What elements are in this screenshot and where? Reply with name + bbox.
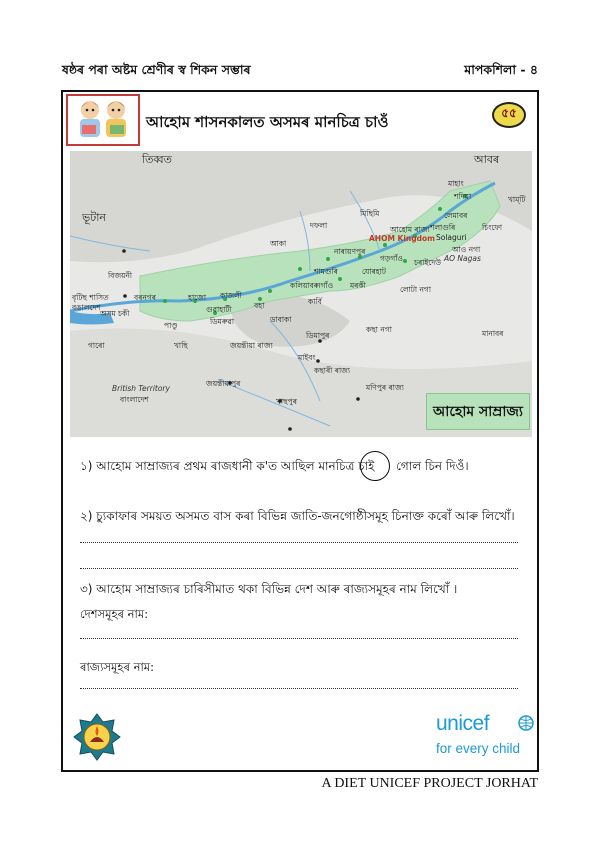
map-label-kachanaga: কছা নগা xyxy=(366,325,392,334)
map-label-mukali: মৰকী xyxy=(350,281,366,290)
map-label-manabor: মানাবৰ xyxy=(482,329,504,338)
map-label-karbi: কাৰ্বি xyxy=(308,297,322,306)
map-label-hajo: হাজো xyxy=(188,293,207,302)
question-3: ৩) আহোম সাম্ৰাজ্যৰ চাৰিসীমাত থকা বিভিন্ন দেশ আৰু ৰাজ্যসমূহৰ নাম লিখোঁ । xyxy=(80,582,458,596)
map-label-aonagas: AO Nagas xyxy=(444,254,481,263)
answer-circle xyxy=(360,451,390,481)
map-legend-box: আহোম সাম্ৰাজ্য xyxy=(426,393,530,430)
page-badge: ৫৫ xyxy=(492,102,526,128)
map-label-kaliabor: কলিয়াবৰ xyxy=(290,281,318,290)
map-label-kajali: কাজলী xyxy=(220,291,242,300)
map-label-garo: গাৰো xyxy=(88,341,105,350)
map-label-lota: লোটা নগা xyxy=(400,285,432,294)
map-label-jayantia: জয়ন্তীয়া ৰাজ্য xyxy=(230,341,273,350)
children-reading-image xyxy=(66,94,140,146)
map-label-dimapur: ডিমাপুৰ xyxy=(306,331,330,340)
answer-line[interactable] xyxy=(80,568,518,569)
map-label-solaguri-as: শলাগুৰি xyxy=(430,223,456,232)
map-label-pandu: পাণ্ডু xyxy=(164,321,178,330)
map-label-khaspur: খাছপুৰ xyxy=(276,397,297,406)
map-label-maibong: মাইবং xyxy=(298,353,316,362)
map-label-jayantiapur: জয়ন্তীয়াপুৰ xyxy=(206,379,241,388)
states-label: ৰাজ্যসমূহৰ নাম: xyxy=(80,660,155,674)
diet-emblem-icon xyxy=(72,712,122,762)
map-label-dabaka: ডাবাকা xyxy=(270,315,292,324)
countries-label: দেশসমূহৰ নাম: xyxy=(80,607,149,621)
map-label-british-territory: British Territory xyxy=(112,384,170,393)
map-label-vijayni: বিজয়নী xyxy=(108,271,133,280)
map-label-ashamchoki: অসম চকী xyxy=(100,309,130,318)
header-left-title: ষষ্ঠৰ পৰা অষ্টম শ্ৰেণীৰ স্ব শিকন সম্ভাৰ xyxy=(62,62,251,77)
map-label-ahom-kingdom: AHOM Kingdom xyxy=(369,234,435,243)
map-label-aka: আকা xyxy=(270,239,287,248)
map-label-kachari: কছাৰী ৰাজ্য xyxy=(314,366,351,375)
map-label-solaguri: Solaguri xyxy=(436,233,467,242)
map-label-daphla: দফলা xyxy=(310,221,328,230)
map-label-samaguri: শামগুৰি xyxy=(314,267,338,276)
footer-text: A DIET UNICEF PROJECT JORHAT xyxy=(321,776,538,791)
map-label-bengal: বঙালদেশ xyxy=(72,303,101,312)
map-label-mishmi: মিছিমি xyxy=(360,209,380,218)
map-label-jorhat: যোৰহাট xyxy=(362,267,386,276)
map-label-charaideo: চৰাইদেউ xyxy=(414,258,442,267)
question-2: ২) চ্যুকাফাৰ সময়ত অসমত বাস কৰা বিভিন্ন জাতি-জনগোষ্ঠীসমূহ চিনাক্ত কৰোঁ আৰু লিখোঁ। xyxy=(80,509,515,523)
map-label-gargaon: গড়গাঁও xyxy=(380,254,403,263)
unicef-tagline: for every child xyxy=(436,741,521,756)
answer-line[interactable] xyxy=(80,542,518,543)
answer-line[interactable] xyxy=(80,638,518,639)
worksheet-title: আহোম শাসনকালত অসমৰ মানচিত্ৰ চাওঁ xyxy=(146,113,389,131)
map-label-beltola: বহা xyxy=(254,301,265,310)
map-label-aonaga: আও নগা xyxy=(452,245,481,254)
map-label-nagaon: নগাঁও xyxy=(316,281,334,290)
answer-line[interactable] xyxy=(80,688,518,689)
map-label-khamti: খাম্‌টি xyxy=(508,195,526,204)
map-label-bhutan: ভূটান xyxy=(82,211,106,224)
map-label-barnagar: বৰনগৰ xyxy=(134,293,157,302)
question-1-suffix: গোল চিন দিওঁ। xyxy=(396,459,469,473)
map-label-mahang: মাহাং xyxy=(448,179,464,188)
unicef-logo xyxy=(436,712,534,764)
unicef-name: unicef xyxy=(436,712,490,735)
map-label-ahomraja: আহোম ৰাজ্য xyxy=(390,225,430,234)
question-1: ১) আহোম সাম্ৰাজ্যৰ প্ৰথম ৰাজধানী ক'ত আছিল মানচিত্ৰ চাই xyxy=(80,459,375,473)
map-label-abor: আবৰ xyxy=(474,153,500,166)
map-label-narayanpur: নাৰায়ণপুৰ xyxy=(334,247,366,256)
map-label-chingfo: চিংফো xyxy=(482,223,503,232)
map-label-tibet: তিব্বত xyxy=(142,153,172,166)
map-label-sadiya: শদিয়া xyxy=(454,192,472,201)
map-label-lemabar: লেমাবৰ xyxy=(444,211,468,220)
map-label-british-shasit: বৃটিছ শাসিত xyxy=(72,293,109,302)
map-label-manipur: মণিপুৰ ৰাজ্য xyxy=(366,383,404,392)
map-label-khasi: খাছি xyxy=(174,341,188,350)
map-label-dimarua: ডিমৰুৱা xyxy=(210,317,235,326)
map-label-guwahati: গুৱাহাটী xyxy=(206,305,232,314)
unicef-globe-icon xyxy=(518,715,534,731)
header-right-title: মাপকশিলা - ৪ xyxy=(464,62,538,77)
map-label-bangladesh: বাংলাদেশ xyxy=(120,395,149,404)
